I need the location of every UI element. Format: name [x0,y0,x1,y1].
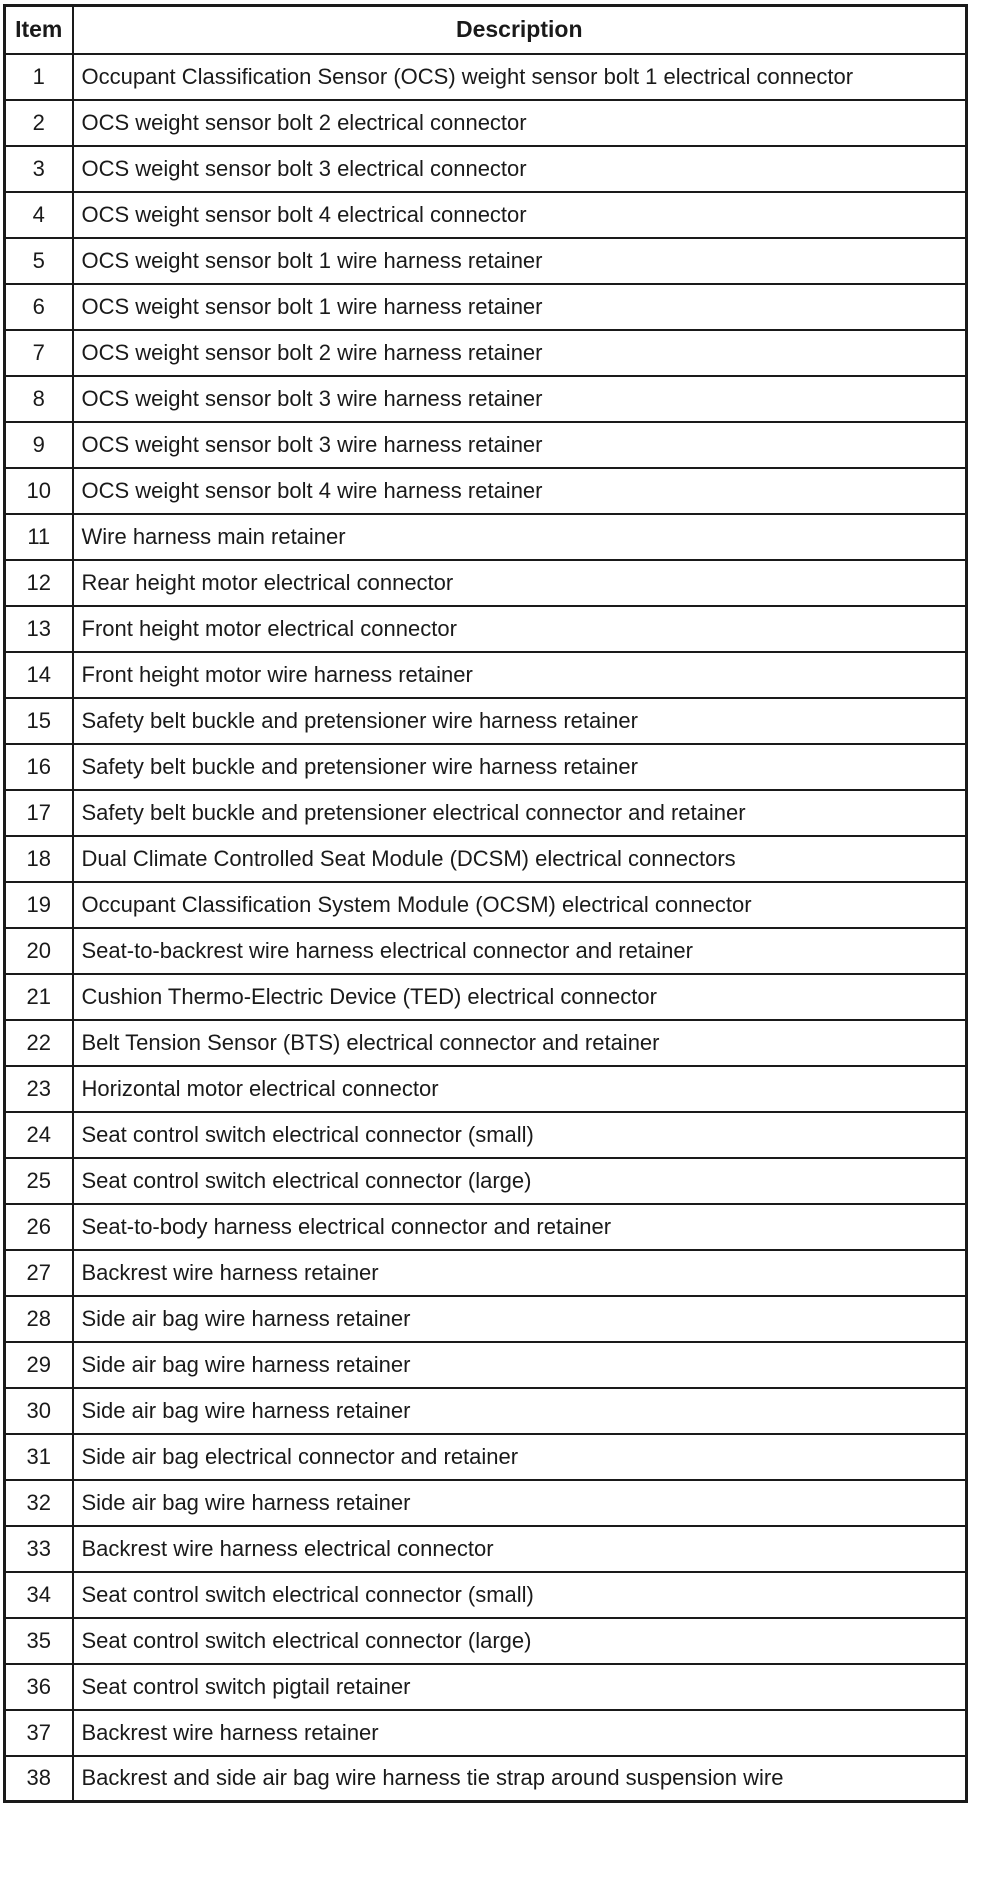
table-row [5,560,967,606]
item-description-cell: Backrest wire harness retainer [73,1250,967,1296]
item-description-cell: OCS weight sensor bolt 3 electrical connector [73,146,967,192]
item-number-cell: 27 [5,1250,73,1296]
item-number-cell: 11 [5,514,73,560]
item-number-cell: 3 [5,146,73,192]
item-description-cell: Seat control switch electrical connector (small) [73,1112,967,1158]
item-number-cell: 20 [5,928,73,974]
table-row [5,652,967,698]
item-description-cell: Side air bag wire harness retainer [73,1296,967,1342]
table-row [5,1434,967,1480]
item-description-cell: Seat control switch electrical connector (small) [73,1572,967,1618]
table-row [5,1066,967,1112]
item-number-cell: 2 [5,100,73,146]
item-description-cell: OCS weight sensor bolt 1 wire harness retainer [73,284,967,330]
item-description-cell: OCS weight sensor bolt 3 wire harness retainer [73,376,967,422]
item-number-cell: 16 [5,744,73,790]
item-number-cell: 10 [5,468,73,514]
item-number-cell: 1 [5,54,73,100]
item-number-cell: 6 [5,284,73,330]
item-number-cell: 9 [5,422,73,468]
table-row [5,698,967,744]
table-row [5,882,967,928]
item-description-cell: OCS weight sensor bolt 1 wire harness retainer [73,238,967,284]
table-row [5,1572,967,1618]
item-description-cell: Safety belt buckle and pretensioner wire harness retainer [73,698,967,744]
item-description-cell: Side air bag wire harness retainer [73,1388,967,1434]
item-description-cell: Front height motor electrical connector [73,606,967,652]
table-row [5,1020,967,1066]
item-description-cell: Seat control switch electrical connector (large) [73,1158,967,1204]
item-number-cell: 18 [5,836,73,882]
table-row [5,192,967,238]
item-description-cell: Seat-to-body harness electrical connector and retainer [73,1204,967,1250]
item-number-cell: 4 [5,192,73,238]
table-row [5,146,967,192]
item-number-cell: 33 [5,1526,73,1572]
item-number-cell: 8 [5,376,73,422]
table-row [5,1526,967,1572]
item-number-cell: 34 [5,1572,73,1618]
table-row [5,1112,967,1158]
item-number-cell: 22 [5,1020,73,1066]
item-description-cell: Occupant Classification Sensor (OCS) weight sensor bolt 1 electrical connector [73,54,967,100]
table-row [5,1618,967,1664]
item-description-cell: Front height motor wire harness retainer [73,652,967,698]
table-row [5,1158,967,1204]
table-row [5,1480,967,1526]
table-row [5,422,967,468]
item-description-cell: Seat-to-backrest wire harness electrical connector and retainer [73,928,967,974]
table-row [5,744,967,790]
item-number-cell: 19 [5,882,73,928]
table-row [5,468,967,514]
table-row [5,790,967,836]
table-row [5,376,967,422]
item-number-cell: 31 [5,1434,73,1480]
table-row [5,1204,967,1250]
table-row [5,1756,967,1802]
item-number-cell: 17 [5,790,73,836]
table-row [5,974,967,1020]
item-description-cell: OCS weight sensor bolt 3 wire harness retainer [73,422,967,468]
table-row [5,1342,967,1388]
item-number-cell: 23 [5,1066,73,1112]
item-description-cell: Side air bag wire harness retainer [73,1480,967,1526]
item-description-cell: OCS weight sensor bolt 4 electrical connector [73,192,967,238]
item-description-cell: Cushion Thermo-Electric Device (TED) electrical connector [73,974,967,1020]
description-column-header: Description [73,6,967,54]
item-description-cell: Rear height motor electrical connector [73,560,967,606]
item-description-cell: Belt Tension Sensor (BTS) electrical connector and retainer [73,1020,967,1066]
table-row [5,514,967,560]
item-description-cell: Dual Climate Controlled Seat Module (DCSM) electrical connectors [73,836,967,882]
item-number-cell: 25 [5,1158,73,1204]
item-number-cell: 24 [5,1112,73,1158]
table-row [5,284,967,330]
item-description-cell: Side air bag wire harness retainer [73,1342,967,1388]
table-row [5,1296,967,1342]
item-number-cell: 37 [5,1710,73,1756]
item-description-cell: Backrest wire harness electrical connector [73,1526,967,1572]
item-description-cell: Occupant Classification System Module (OCSM) electrical connector [73,882,967,928]
item-description-cell: Wire harness main retainer [73,514,967,560]
table-row [5,100,967,146]
item-number-cell: 28 [5,1296,73,1342]
table-row [5,1710,967,1756]
item-number-cell: 12 [5,560,73,606]
table-row [5,54,967,100]
item-description-cell: Horizontal motor electrical connector [73,1066,967,1112]
table-row [5,1388,967,1434]
item-number-cell: 30 [5,1388,73,1434]
table-row [5,1250,967,1296]
item-number-cell: 7 [5,330,73,376]
item-column-header: Item [5,6,73,54]
item-number-cell: 14 [5,652,73,698]
header-row [5,6,967,54]
item-description-cell: OCS weight sensor bolt 4 wire harness retainer [73,468,967,514]
table-row [5,1664,967,1710]
item-description-cell: OCS weight sensor bolt 2 electrical connector [73,100,967,146]
table-row [5,928,967,974]
table-row [5,606,967,652]
item-number-cell: 29 [5,1342,73,1388]
table-row [5,238,967,284]
item-description-cell: OCS weight sensor bolt 2 wire harness retainer [73,330,967,376]
item-number-cell: 5 [5,238,73,284]
item-number-cell: 15 [5,698,73,744]
item-description-cell: Safety belt buckle and pretensioner wire harness retainer [73,744,967,790]
item-description-cell: Seat control switch pigtail retainer [73,1664,967,1710]
component-legend-table [3,4,968,1803]
table-row [5,836,967,882]
item-description-cell: Backrest wire harness retainer [73,1710,967,1756]
item-number-cell: 35 [5,1618,73,1664]
item-number-cell: 21 [5,974,73,1020]
item-description-cell: Side air bag electrical connector and retainer [73,1434,967,1480]
item-number-cell: 38 [5,1756,73,1802]
item-number-cell: 26 [5,1204,73,1250]
table-body [5,54,967,1802]
item-number-cell: 36 [5,1664,73,1710]
table-row [5,330,967,376]
item-description-cell: Seat control switch electrical connector (large) [73,1618,967,1664]
item-description-cell: Safety belt buckle and pretensioner electrical connector and retainer [73,790,967,836]
item-number-cell: 32 [5,1480,73,1526]
item-number-cell: 13 [5,606,73,652]
item-description-cell: Backrest and side air bag wire harness tie strap around suspension wire [73,1756,967,1802]
